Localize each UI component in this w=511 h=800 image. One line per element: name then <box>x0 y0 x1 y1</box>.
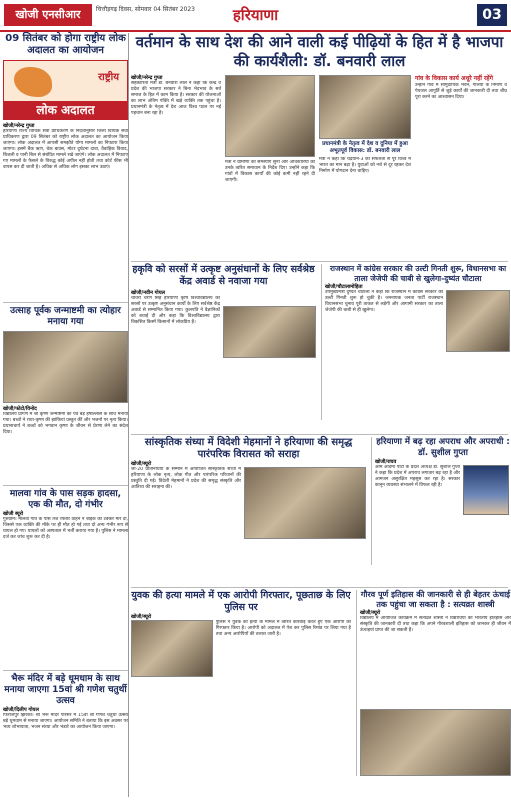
crime-story <box>131 587 511 796</box>
story-headline: युवक की हत्या मामले में एक आरोपी गिरफ्तार, पूछताछ के लिए पुलिस पर <box>131 590 351 613</box>
lead-story <box>131 33 508 258</box>
minister-photo <box>225 75 315 157</box>
byline: खोजी ब्यूरो <box>3 511 24 517</box>
byline: खोजी/फोटो/विनोद <box>3 406 37 412</box>
rally-photo <box>446 290 510 352</box>
main-area <box>131 33 511 797</box>
janmashtami-photo <box>3 331 128 403</box>
story-headline: गौरव पूर्ण इतिहास की जानकारी से ही बेहतर ऊंचाई तक पहुंचा जा सकता है : सत्यव्रत शास्त्री <box>360 590 511 609</box>
hau-story <box>131 261 508 432</box>
masthead-logo: खोजी एनसीआर <box>4 4 92 26</box>
byline: खोजी/चौटालामोहिता <box>325 284 363 290</box>
story-body: विद्यालय में आयोजित कार्यक्रम में सत्यव्रत शास्त्री ने विद्यार्थियों को भारतीय इतिहास और संस्कृति की जानकारी दी तथा कहा कि अपने गौरवशाली इतिहास को जानकर ही जीवन में ऊंचाइयां प्राप्त की जा सकती हैं। <box>360 616 511 633</box>
story-body: जी-20 प्रतिनिधियों के सम्मान में आयोजित सांस्कृतिक संध्या में हरियाणा के लोक नृत्य, लोक गीत और पारंपरिक परिधानों की प्रस्तुति दी गई। विदेशी मेहमानों ने प्रदेश की समृद्ध संस्कृति और आतिथ्य की सराहना की। <box>131 467 241 490</box>
award-photo <box>223 306 316 358</box>
byline: खोजी/नरेन्द्र गुप्ता <box>3 123 35 129</box>
story-body: फिरोजपुर झिरका। श्री भैरू मंदिर परिसर में 15वां श्री गणेश चतुर्थी उत्सव बड़े धूमधाम से मनाया जाएगा। आयोजन समिति ने बताया कि इस अवसर पर भव्य शोभायात्रा, भजन संध्या और भंडारे का आयोजन किया जाएगा। <box>3 713 128 730</box>
story-body: हरियाणा राज्य विधिक सेवा प्राधिकरण के निर्देशानुसार जिला विधिक सेवा प्राधिकरण द्वारा 09 सितंबर को राष्ट्रीय लोक अदालत का आयोजन किया जाएगा। लोक अदालत में आपसी समझौते योग्य मामलों का निपटारा किया जाएगा। इसमें बैंक ऋण, चेक बाउंस, मोटर दुर्घटना दावा, वैवाहिक विवाद, बिजली व पानी बिल से संबंधित मामले रखे जाएंगे। लोक अदालत में निपटाए गए मामलों के फैसले के विरुद्ध कोई अपील नहीं होती तथा कोर्ट फीस भी वापस कर दी जाती है। अधिक से अधिक लोग इसका लाभ उठाएं। <box>3 129 128 170</box>
school-event-photo <box>360 709 511 776</box>
story-headline: 09 सितंबर को होगा राष्ट्रीय लोक अदालत का आयोजन <box>5 33 126 56</box>
story-headline: मालवा गांव के पास सड़क हादसा, एक की मौत, दो गंभीर <box>9 489 122 510</box>
byline: खोजी/ब्यूरो <box>360 610 381 616</box>
story-body: मंत्री ने कहा कि चंद्रयान-3 की सफलता से पूरे विश्व में भारत का मान बढ़ा है। युवाओं को नशे से दूर रहकर देश निर्माण में योगदान देना चाहिए। <box>319 157 411 174</box>
lead-headline: वर्तमान के साथ देश की आने वाली कई पीढ़ियों के हित में है भाजपा की कार्यशैली: डॉ. बनवारी लाल <box>135 33 504 70</box>
story-body: आम आदमी पार्टी के प्रदेश अध्यक्ष डॉ. सुशील गुप्ता ने कहा कि प्रदेश में अपराध लगातार बढ़ रहा है और आमजन असुरक्षित महसूस कर रहा है। सरकार कानून व्यवस्था संभालने में विफल रही है। <box>375 465 460 488</box>
aap-story <box>371 437 511 565</box>
photo-caption: प्रधानमंत्री के नेतृत्व में देश व दुनिया में हुआ अभूतपूर्व विकास: डॉ. बनवारी लाल <box>322 141 408 154</box>
byline: खोजी/नरेन्द्र गुप्ता <box>131 75 163 81</box>
culture-story <box>131 434 508 585</box>
byline: खोजी/नवीन गोयल <box>131 290 165 296</box>
story-body: विद्यालय प्रांगण में श्री कृष्ण जन्माष्टमी का पर्व बड़े हर्षोल्लास के साथ मनाया गया। बच्चों ने राधा-कृष्ण की झांकियां प्रस्तुत कीं और भजनों पर नृत्य किया। प्रधानाचार्य ने बच्चों को भगवान कृष्ण के जीवन से प्रेरणा लेने का संदेश दिया। <box>3 412 128 435</box>
issue-meta: चित्तौड़गढ़ दिवस, सोमवार 04 सितंबर 2023 <box>96 6 195 13</box>
story-headline: हकृवि को सरसों में उत्कृष्ट अनुसंधानों के लिए सर्वश्रेष्ठ केंद्र अवार्ड से नवाजा गया <box>132 264 315 287</box>
story-body: गुरुग्राम। मालवा गांव के पास तेज रफ्तार वाहन ने बाइक को टक्कर मार दी, जिससे एक व्यक्ति की मौके पर ही मौत हो गई तथा दो अन्य गंभीर रूप से घायल हो गए। घायलों को अस्पताल में भर्ती कराया गया है। पुलिस ने मामला दर्ज कर जांच शुरू कर दी है। <box>3 517 128 540</box>
byline: खोजी/ब्यूरो <box>131 614 152 620</box>
story-headline: सांस्कृतिक संध्या में विदेशी मेहमानों ने हरियाणा की समृद्ध पारंपरिक विरासत को सराहा <box>144 437 353 460</box>
story-headline: उत्साह पूर्वक जन्माष्टमी का त्योहार मनाया गया <box>10 306 121 327</box>
lok-adalat-banner <box>3 60 128 120</box>
story-body: सहकारिता मंत्री डॉ. बनवारी लाल ने कहा कि केन्द्र व प्रदेश की भाजपा सरकार ने बिना भेदभाव के सर्व समाज के हित में काम किया है। सरकार की योजनाओं का लाभ अंतिम पंक्ति में खड़े व्यक्ति तक पहुंचा है। प्रधानमंत्री के नेतृत्व में देश आज विश्व पटल पर नई पहचान बना रहा है। <box>131 81 221 116</box>
story-body: मंत्री ने ग्रामीणों की समस्याएं सुनीं और अधिकारियों को उनके त्वरित समाधान के निर्देश दिए। उन्होंने कहा कि गांवों में विकास कार्यों की कोई कमी नहीं रहने दी जाएगी। <box>225 160 315 183</box>
haryana-map-icon <box>14 67 52 97</box>
story-headline: भैरू मंदिर में बड़े धूमधाम के साथ मनाया जाएगा 15वां श्री गणेश चतुर्थी उत्सव <box>4 674 127 706</box>
page-header <box>0 0 511 32</box>
byline: खोजी/ब्यूरो <box>131 461 152 467</box>
event-photo <box>319 75 411 139</box>
byline: खोजी/राघव <box>375 459 397 465</box>
story-headline: राजस्थान में कांग्रेस सरकार की उल्टी गिनती शुरू, विधानसभा का ताला जेजेपी की चाबी से खुलेगा-दुष्यंत चौटाला <box>329 264 507 283</box>
story-body: उन्होंने गांव में सामुदायिक भवन, गलियों के निर्माण व पेयजल आपूर्ति से जुड़े कार्यों की जानकारी दी तथा शीघ्र पूरा करने का आश्वासन दिया। <box>415 83 507 100</box>
arrest-photo <box>131 620 213 677</box>
rajasthan-story <box>321 264 511 420</box>
leader-portrait <box>463 465 509 515</box>
story-body: पुलिस ने युवक की हत्या के मामले में त्वरित कार्रवाई करते हुए एक आरोपी को गिरफ्तार किया है। आरोपी को अदालत में पेश कर पुलिस रिमांड पर लिया गया है तथा अन्य आरोपियों की तलाश जारी है। <box>215 620 351 637</box>
story-body: उपमुख्यमंत्री दुष्यंत चौटाला ने कहा कि राजस्थान में कांग्रेस सरकार की उल्टी गिनती शुरू हो चुकी है। जननायक जनता पार्टी राजस्थान विधानसभा चुनाव पूरी ताकत से लड़ेगी और आगामी सरकार का ताला जेजेपी की चाबी से ही खुलेगा। <box>325 290 443 313</box>
story-body: चौधरी चरण सिंह हरियाणा कृषि विश्वविद्यालय को सरसों पर उत्कृष्ट अनुसंधान कार्यों के लिए सर्वश्रेष्ठ केंद्र अवार्ड से सम्मानित किया गया। कुलपति ने वैज्ञानिकों को बधाई दी और कहा कि विश्वविद्यालय द्वारा विकसित किस्में किसानों में लोकप्रिय हैं। <box>131 296 221 325</box>
section-title: हरियाणा <box>232 6 279 24</box>
banner-title: राष्ट्रीय <box>98 72 119 83</box>
story-headline: हरियाणा में बढ़ रहा अपराध और अपराधी : डॉ. सुशील गुप्ता <box>376 437 510 458</box>
cultural-evening-photo <box>244 467 366 539</box>
sub-heading: गांव के विकास कार्य अधूरे नहीं रहेंगे <box>415 75 493 82</box>
history-story <box>356 590 511 776</box>
banner-subtitle: लोक अदालत <box>4 101 127 119</box>
page-number: 03 <box>477 4 507 26</box>
left-column <box>3 33 129 797</box>
byline: खोजी/दिलीप गोयल <box>3 707 39 713</box>
